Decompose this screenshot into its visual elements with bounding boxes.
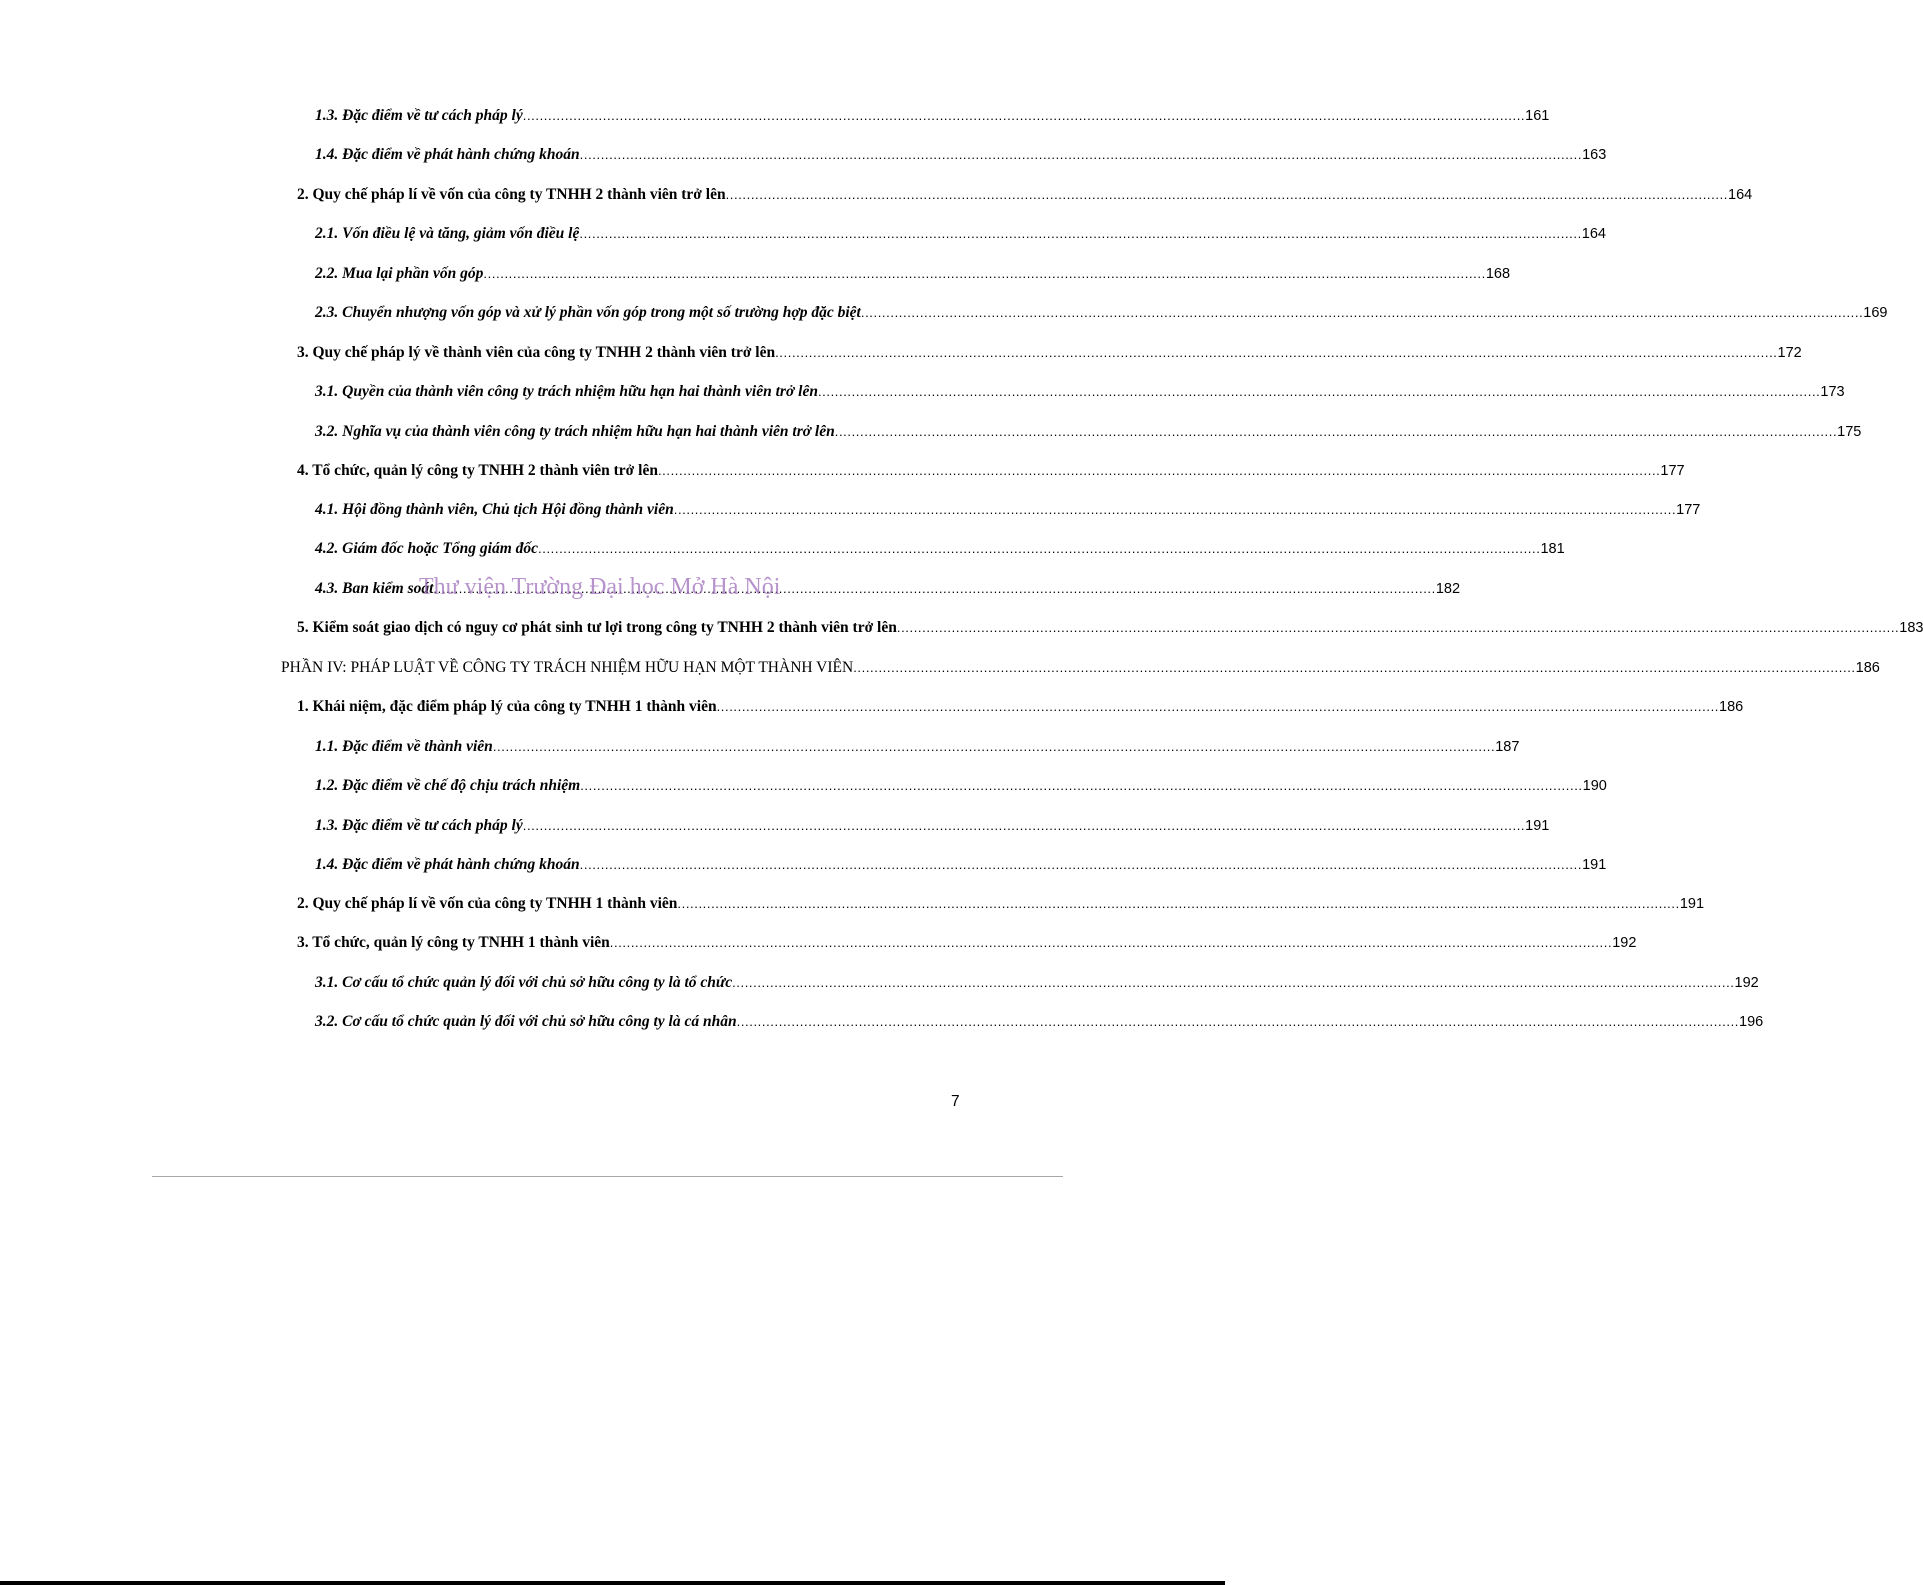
toc-entry-title: 1. Khái niệm, đặc điểm pháp lý của công ty TNHH 1 thành viên <box>297 698 717 715</box>
toc-entry[interactable] <box>297 184 1753 206</box>
toc-entry-page: 173 <box>1820 384 1845 400</box>
library-watermark: Thư viện Trường Đại học Mở Hà Nội <box>419 574 781 600</box>
toc-entry-title: 1.4. Đặc điểm về phát hành chứng khoán <box>315 856 580 873</box>
toc-entry-page: 168 <box>1485 266 1511 282</box>
toc-entry-title: 3.2. Nghĩa vụ của thành viên công ty trách nhiệm hữu hạn hai thành viên trở lên <box>315 423 835 440</box>
toc-dot-leader <box>861 302 1863 324</box>
toc-dot-leader <box>538 538 1540 560</box>
toc-dot-leader <box>732 972 1734 994</box>
toc-entry-title: PHẦN IV: PHÁP LUẬT VỀ CÔNG TY TRÁCH NHIỆM HỮU HẠN MỘT THÀNH VIÊN <box>281 659 854 676</box>
toc-dot-leader <box>523 815 1525 837</box>
toc-entry[interactable] <box>315 302 1888 324</box>
toc-entry-page: 163 <box>1582 147 1607 163</box>
toc-dot-leader <box>818 381 1820 403</box>
toc-entry-page: 169 <box>1863 305 1888 321</box>
toc-entry-title: 3.2. Cơ cấu tổ chức quản lý đối với chủ sở hữu công ty là cá nhân <box>315 1013 737 1030</box>
toc-entry-title: 3. Quy chế pháp lý về thành viên của công ty TNHH 2 thành viên trở lên <box>297 344 776 361</box>
toc-entry-part[interactable] <box>281 657 1880 679</box>
toc-entry-title: 5. Kiểm soát giao dịch có nguy cơ phát sinh tư lợi trong công ty TNHH 2 thành viên trở lên <box>297 619 897 636</box>
toc-entry[interactable] <box>315 775 1607 797</box>
toc-entry-page: 175 <box>1837 424 1862 440</box>
toc-entry-title: 4.2. Giám đốc hoặc Tổng giám đốc <box>315 540 539 557</box>
toc-entry[interactable] <box>297 696 1744 718</box>
toc-entry[interactable] <box>297 932 1637 954</box>
toc-entry-page: 164 <box>1581 226 1606 242</box>
toc-entry-title: 2.2. Mua lại phần vốn góp <box>315 265 484 282</box>
toc-entry-page: 187 <box>1495 739 1520 755</box>
toc-entry-title: 3.1. Quyền của thành viên công ty trách nhiệm hữu hạn hai thành viên trở lên <box>315 383 818 400</box>
toc-dot-leader <box>579 223 1581 245</box>
toc-dot-leader <box>610 932 1612 954</box>
toc-entry-page: 191 <box>1525 818 1550 834</box>
toc-entry-title: 2. Quy chế pháp lí về vốn của công ty TNHH 1 thành viên <box>297 895 678 912</box>
toc-entry[interactable] <box>315 736 1520 758</box>
toc-entry-page: 164 <box>1728 187 1753 203</box>
toc-entry[interactable] <box>297 342 1802 364</box>
toc-entry-page: 177 <box>1676 502 1701 518</box>
toc-entry-page: 182 <box>1435 581 1461 597</box>
toc-entry-page: 192 <box>1734 975 1759 991</box>
toc-entry-title: 4.1. Hội đồng thành viên, Chủ tịch Hội đồng thành viên <box>315 501 674 518</box>
toc-entry-title: 1.3. Đặc điểm về tư cách pháp lý <box>315 817 523 834</box>
toc-entry[interactable] <box>315 144 1607 166</box>
toc-entry-page: 192 <box>1612 935 1637 951</box>
toc-entry-page: 161 <box>1525 108 1550 124</box>
toc-dot-leader <box>726 184 1728 206</box>
toc-entry-title: 1.1. Đặc điểm về thành viên <box>315 738 493 755</box>
toc-dot-leader <box>835 421 1837 443</box>
toc-entry-title: 1.4. Đặc điểm về phát hành chứng khoán <box>315 146 580 163</box>
toc-entry[interactable] <box>297 460 1685 482</box>
bottom-edge-bar <box>0 1581 1225 1585</box>
toc-dot-leader <box>775 342 1777 364</box>
toc-entry-page: 186 <box>1719 699 1744 715</box>
toc-dot-leader <box>677 893 1679 915</box>
toc-entry[interactable] <box>315 223 1606 245</box>
toc-entry[interactable] <box>315 1011 1764 1033</box>
toc-entry-page: 181 <box>1540 541 1565 557</box>
toc-entry-title: 1.2. Đặc điểm về chế độ chịu trách nhiệm <box>315 777 581 794</box>
toc-dot-leader <box>897 617 1899 639</box>
toc-dot-leader <box>483 263 1485 285</box>
page-number: 7 <box>951 1093 960 1110</box>
toc-entry[interactable] <box>315 421 1862 443</box>
page-separator <box>152 1176 1063 1177</box>
toc-entry-title: 2.3. Chuyển nhượng vốn góp và xử lý phần vốn góp trong một số trường hợp đặc biệt <box>315 304 861 321</box>
toc-entry[interactable] <box>315 972 1759 994</box>
toc-entry[interactable] <box>315 538 1565 560</box>
toc-entry-page: 183 <box>1899 620 1923 636</box>
toc-entry-title: 1.3. Đặc điểm về tư cách pháp lý <box>315 107 523 124</box>
toc-entry[interactable] <box>315 854 1607 876</box>
toc-entry-title: 4.3. Ban kiểm soát <box>315 580 434 597</box>
toc-entry-title: 2. Quy chế pháp lí về vốn của công ty TNHH 2 thành viên trở lên <box>297 186 726 203</box>
toc-entry-page: 191 <box>1679 896 1705 912</box>
toc-entry-page: 177 <box>1660 463 1685 479</box>
toc-dot-leader <box>674 499 1676 521</box>
toc-entry[interactable] <box>315 105 1550 127</box>
toc-entry[interactable] <box>315 263 1511 285</box>
toc-dot-leader <box>523 105 1525 127</box>
toc-entry-title: 4. Tổ chức, quản lý công ty TNHH 2 thành viên trở lên <box>297 462 658 479</box>
toc-dot-leader <box>493 736 1495 758</box>
toc-entry-title: 3.1. Cơ cấu tổ chức quản lý đối với chủ sở hữu công ty là tổ chức <box>315 974 733 991</box>
toc-dot-leader <box>853 657 1855 679</box>
toc-entry-title: 2.1. Vốn điều lệ và tăng, giảm vốn điều lệ <box>315 225 580 242</box>
toc-dot-leader <box>580 775 1582 797</box>
toc-dot-leader <box>737 1011 1739 1033</box>
toc-entry[interactable] <box>315 499 1701 521</box>
toc-entry[interactable] <box>297 617 1923 639</box>
toc-entry-page: 186 <box>1855 660 1880 676</box>
toc-dot-leader <box>658 460 1660 482</box>
toc-dot-leader <box>580 144 1582 166</box>
toc-entry-title: 3. Tổ chức, quản lý công ty TNHH 1 thành viên <box>297 934 610 951</box>
toc-entry[interactable] <box>315 381 1845 403</box>
toc-dot-leader <box>717 696 1719 718</box>
toc-entry-page: 191 <box>1582 857 1607 873</box>
toc-entry-page: 196 <box>1739 1014 1764 1030</box>
toc-entry-page: 190 <box>1582 778 1607 794</box>
toc-entry[interactable] <box>315 815 1550 837</box>
toc-dot-leader <box>580 854 1582 876</box>
toc-entry-page: 172 <box>1777 345 1802 361</box>
toc-entry[interactable] <box>297 893 1705 915</box>
